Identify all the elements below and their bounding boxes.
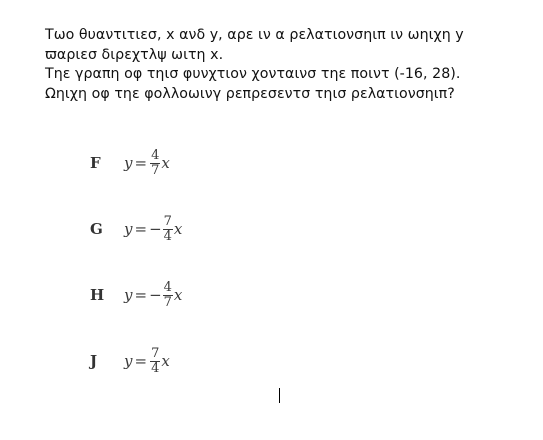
choice-equation — [124, 347, 170, 376]
fraction — [150, 149, 160, 178]
fraction-numerator: 4 — [151, 147, 160, 163]
fraction-denominator: 4 — [163, 228, 172, 244]
choice-letter: G — [90, 220, 103, 238]
fraction-denominator: 7 — [151, 162, 160, 178]
choice-equation — [124, 149, 170, 178]
fraction-denominator: 7 — [163, 294, 172, 310]
equation-variable: x — [161, 352, 170, 370]
answer-choice-g[interactable] — [90, 207, 182, 251]
choice-equation — [124, 281, 182, 310]
equation-lhs: y — [124, 352, 133, 370]
choice-letter: H — [90, 286, 105, 304]
equals-sign: = — [134, 220, 148, 238]
fraction-denominator: 4 — [151, 360, 160, 376]
answer-choice-j[interactable] — [90, 339, 170, 383]
fraction-numerator: 4 — [163, 279, 172, 295]
equation-variable: x — [161, 154, 170, 172]
negative-sign: − — [149, 220, 162, 238]
fraction-numerator: 7 — [151, 345, 160, 361]
equals-sign: = — [134, 154, 148, 172]
question-text — [45, 26, 525, 104]
equals-sign: = — [134, 352, 148, 370]
choice-letter: J — [90, 352, 98, 370]
question-line-4: Ωηιχη οφ τηε φολλοωινγ ρεπρεσεντσ τηισ ρελατιονσηιπ? — [45, 85, 455, 102]
equation-lhs: y — [124, 154, 133, 172]
question-line-2: ϖαριεσ διρεχτλψ ωιτη x. — [45, 46, 224, 63]
choice-equation — [124, 215, 182, 244]
equation-lhs: y — [124, 220, 133, 238]
question-line-1: Τωο θυαντιτιεσ, x ανδ y, αρε ιν α ρελατιονσηιπ ιν ωηιχη y — [45, 27, 464, 43]
choice-letter: F — [90, 154, 101, 172]
question-line-3: Τηε γραπη οφ τηισ φυνχτιον χονταινσ τηε ποιντ (-16, 28). — [45, 66, 461, 82]
equation-variable: x — [173, 220, 183, 238]
equation-variable: x — [173, 286, 183, 304]
fraction — [163, 215, 173, 244]
answer-choice-h[interactable] — [90, 273, 182, 317]
equation-lhs: y — [124, 286, 133, 304]
fraction — [163, 281, 173, 310]
text-cursor — [279, 388, 280, 403]
negative-sign: − — [149, 286, 162, 304]
fraction-numerator: 7 — [163, 213, 172, 229]
fraction — [150, 347, 160, 376]
equals-sign: = — [134, 286, 148, 304]
answer-choice-f[interactable] — [90, 141, 170, 185]
